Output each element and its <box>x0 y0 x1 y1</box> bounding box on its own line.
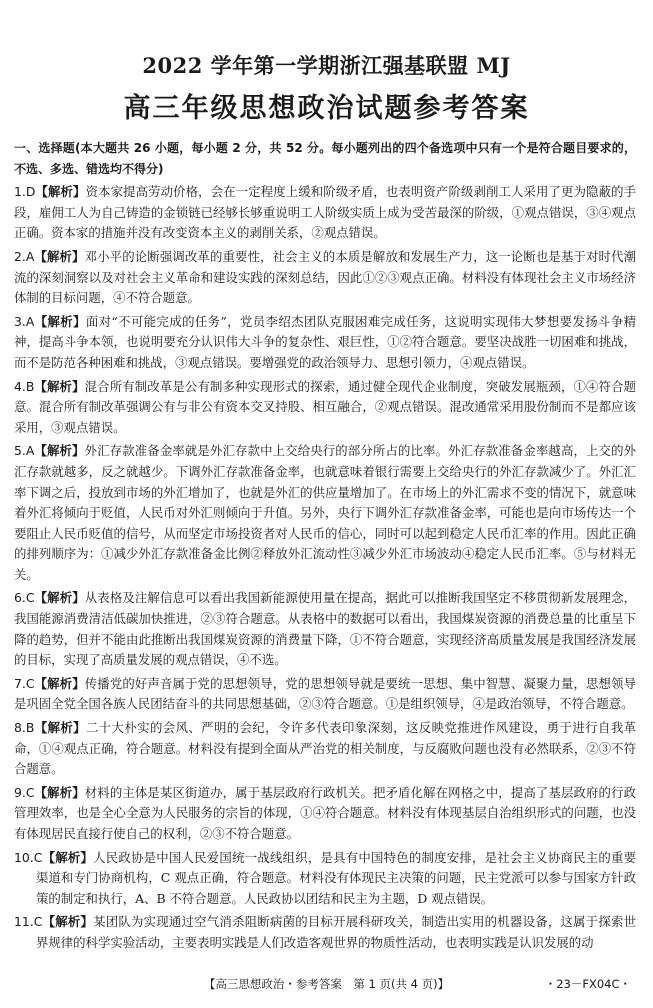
answer-item <box>14 718 636 780</box>
answer-item <box>14 182 636 244</box>
answer-tag: 【解析】 <box>34 675 85 691</box>
page-subtitle: 高三年级思想政治试题参考答案 <box>123 93 530 124</box>
answer-content <box>14 138 636 957</box>
answer-tag: 【解析】 <box>34 720 86 736</box>
answer-text: 外汇存款准备金率就是外汇存款中上交给央行的部分所占的比率。外汇存款准备金率越高，上交的外汇存款就越多，反之就越少。下调外汇存款准备金率，也就意味着银行需要上交给央行的外汇存款减少了。外汇汇率下调之后，投放到市场的外汇增加了，也就是外汇的供应量增加了。在市场上的外汇需求不变的情况下，就意味着外汇将倾向于贬值，人民币对外汇则倾向于升值。另外，央行下调外汇存款准备金率，可能也是向市场传达一个要阻止人民币贬值的信号，从而坚定市场投资者对人民币的信心，同时可以起到稳定人民币汇率的作用。因此正确的排列顺序为：①减少外汇存款准备金比例②释放外汇流动性③减少外汇市场波动④稳定人民币汇率。⑤与材料无关。 <box>14 443 637 582</box>
answer-text: 某团队为实现通过空气消杀阻断病菌的目标开展科研攻关，制造出实用的机器设备，这属于探索世界规律的科学实验活动，主要表明实践是人们改造客观世界的物质性活动，也表明实践是认识发展的动 <box>36 914 637 950</box>
section-heading: 一、选择题(本大题共 26 小题，每小题 2 分，共 52 分。每小题列出的四个备选项中只有一个是符合题目要求的，不选、多选、错选均不得分) <box>14 141 636 176</box>
answer-tag: 【解析】 <box>42 914 94 930</box>
page-title: 2022 学年第一学期浙江强基联盟 MJ <box>142 53 511 78</box>
answer-text: 二十大朴实的会风、严明的会纪，令许多代表印象深刻，这反映党推进作风建设，勇于进行自我革命，①④观点正确，符合题意。材料没有提到全面从严治党的相关制度，与反腐败问题也没有必然联系，②③不符合题意。 <box>14 720 637 777</box>
answer-text: 资本家提高劳动价格，会在一定程度上缓和阶级矛盾，也表明资产阶级剥削工人采用了更为隐蔽的手段，雇佣工人为自己铸造的金锁链已经够长够重说明工人阶级实质上成为受苦最深的阶级，①观点错误，③④观点正确。资本家的措施并没有改变资本主义的剥削关系，②观点错误。 <box>14 184 637 241</box>
answer-number: 1.D <box>14 184 36 200</box>
answer-number: 2.A <box>14 248 35 264</box>
answer-tag: 【解析】 <box>42 849 94 865</box>
answer-number: 8.B <box>14 720 35 736</box>
answer-text: 材料的主体是某区街道办，属于基层政府行政机关。把矛盾化解在网格之中，提高了基层政府的行政管理效率，也是全心全意为人民服务的宗旨的体现，①④符合题意。材料没有体现基层自治组织形式的问题，也没有体现居民直接行使自己的权利，②③不符合题意。 <box>14 784 637 841</box>
answer-text: 混合所有制改革是公有制多种实现形式的探索，通过健全现代企业制度，突破发展瓶颈，①④符合题意。混合所有制改革强调公有与非公有资本交叉持股、相互融合，②观点错误。混改通常采用股份制而不是都应该采用，③观点错误。 <box>14 378 637 435</box>
answer-text: 从表格及注解信息可以看出我国新能源使用量在提高，据此可以推断我国坚定不移贯彻新发展理念，我国能源消费清洁低碳加快推进，②③符合题意。从表格中的数据可以看出，我国煤炭资源的消费总量的比重呈下降的趋势，但并不能由此推断出我国煤炭资源的消费量下降，①不符合题意，实现经济高质量发展是我国经济发展的目标，实现了高质量发展的观点错误，④不选。 <box>14 590 637 668</box>
answer-item <box>14 377 636 439</box>
answer-item <box>14 247 636 309</box>
answer-item <box>14 912 636 953</box>
answer-tag: 【解析】 <box>34 313 86 329</box>
answer-tag: 【解析】 <box>34 443 85 459</box>
answer-number: 6.C <box>14 590 35 606</box>
answer-text: 传播党的好声音属于党的思想领导，党的思想领导就是要统一思想、集中智慧、凝聚力量，思想领导是巩固全党全国各族人民团结奋斗的共同思想基础，②③符合题意。①是组织领导，④是政治领导，不符合题意。 <box>14 675 637 712</box>
answer-item <box>14 588 636 670</box>
answer-number: 4.B <box>14 378 35 394</box>
answer-tag: 【解析】 <box>34 248 85 264</box>
answer-item <box>14 441 636 585</box>
answer-number: 10.C <box>14 849 43 865</box>
answer-item <box>14 783 636 845</box>
footer-page-info: 【高三思想政治・参考答案 第 1 页(共 4 页)】 <box>203 977 450 991</box>
answer-number: 11.C <box>14 914 43 930</box>
answer-text: 人民政协是中国人民爱国统一战线组织，是具有中国特色的制度安排，是社会主义协商民主的重要渠道和专门协商机构，C 观点正确，符合题意。材料没有体现民主决策的问题，民主党派可以参与国家方针政策的制定和执行，A、B 不符合题意。人民政协以团结和民主为主题，D 观点错误。 <box>36 849 637 906</box>
answer-number: 9.C <box>14 784 35 800</box>
answer-tag: 【解析】 <box>35 184 86 200</box>
answer-item <box>14 848 636 910</box>
answer-item <box>14 674 636 715</box>
answer-number: 7.C <box>14 675 35 691</box>
answer-number: 5.A <box>14 443 35 459</box>
footer-code: ・23－FX04C・ <box>544 977 631 991</box>
answer-text: 面对“不可能完成的任务”，党员李绍杰团队克服困难完成任务，这说明实现伟大梦想要发扬斗争精神，提高斗争本领，也说明要充分认识伟大斗争的复杂性、艰巨性，①②符合题意。要坚决战胜一切困难和挑战，而不是防范各种困难和挑战，③观点错误。要增强党的政治领导力、思想引领力，④观点错误。 <box>14 313 636 370</box>
answer-tag: 【解析】 <box>34 590 85 606</box>
answer-tag: 【解析】 <box>34 378 85 394</box>
answer-tag: 【解析】 <box>34 784 85 800</box>
answer-text: 邓小平的论断强调改革的重要性，社会主义的本质是解放和发展生产力，这一论断也是基于对时代潮流的深刻洞察以及对社会主义革命和建设实践的深刻总结，因此①②③观点正确。材料没有体现社会主义市场经济体制的目标问题，④不符合题意。 <box>14 248 637 306</box>
answer-number: 3.A <box>14 313 35 329</box>
answer-item <box>14 312 636 374</box>
